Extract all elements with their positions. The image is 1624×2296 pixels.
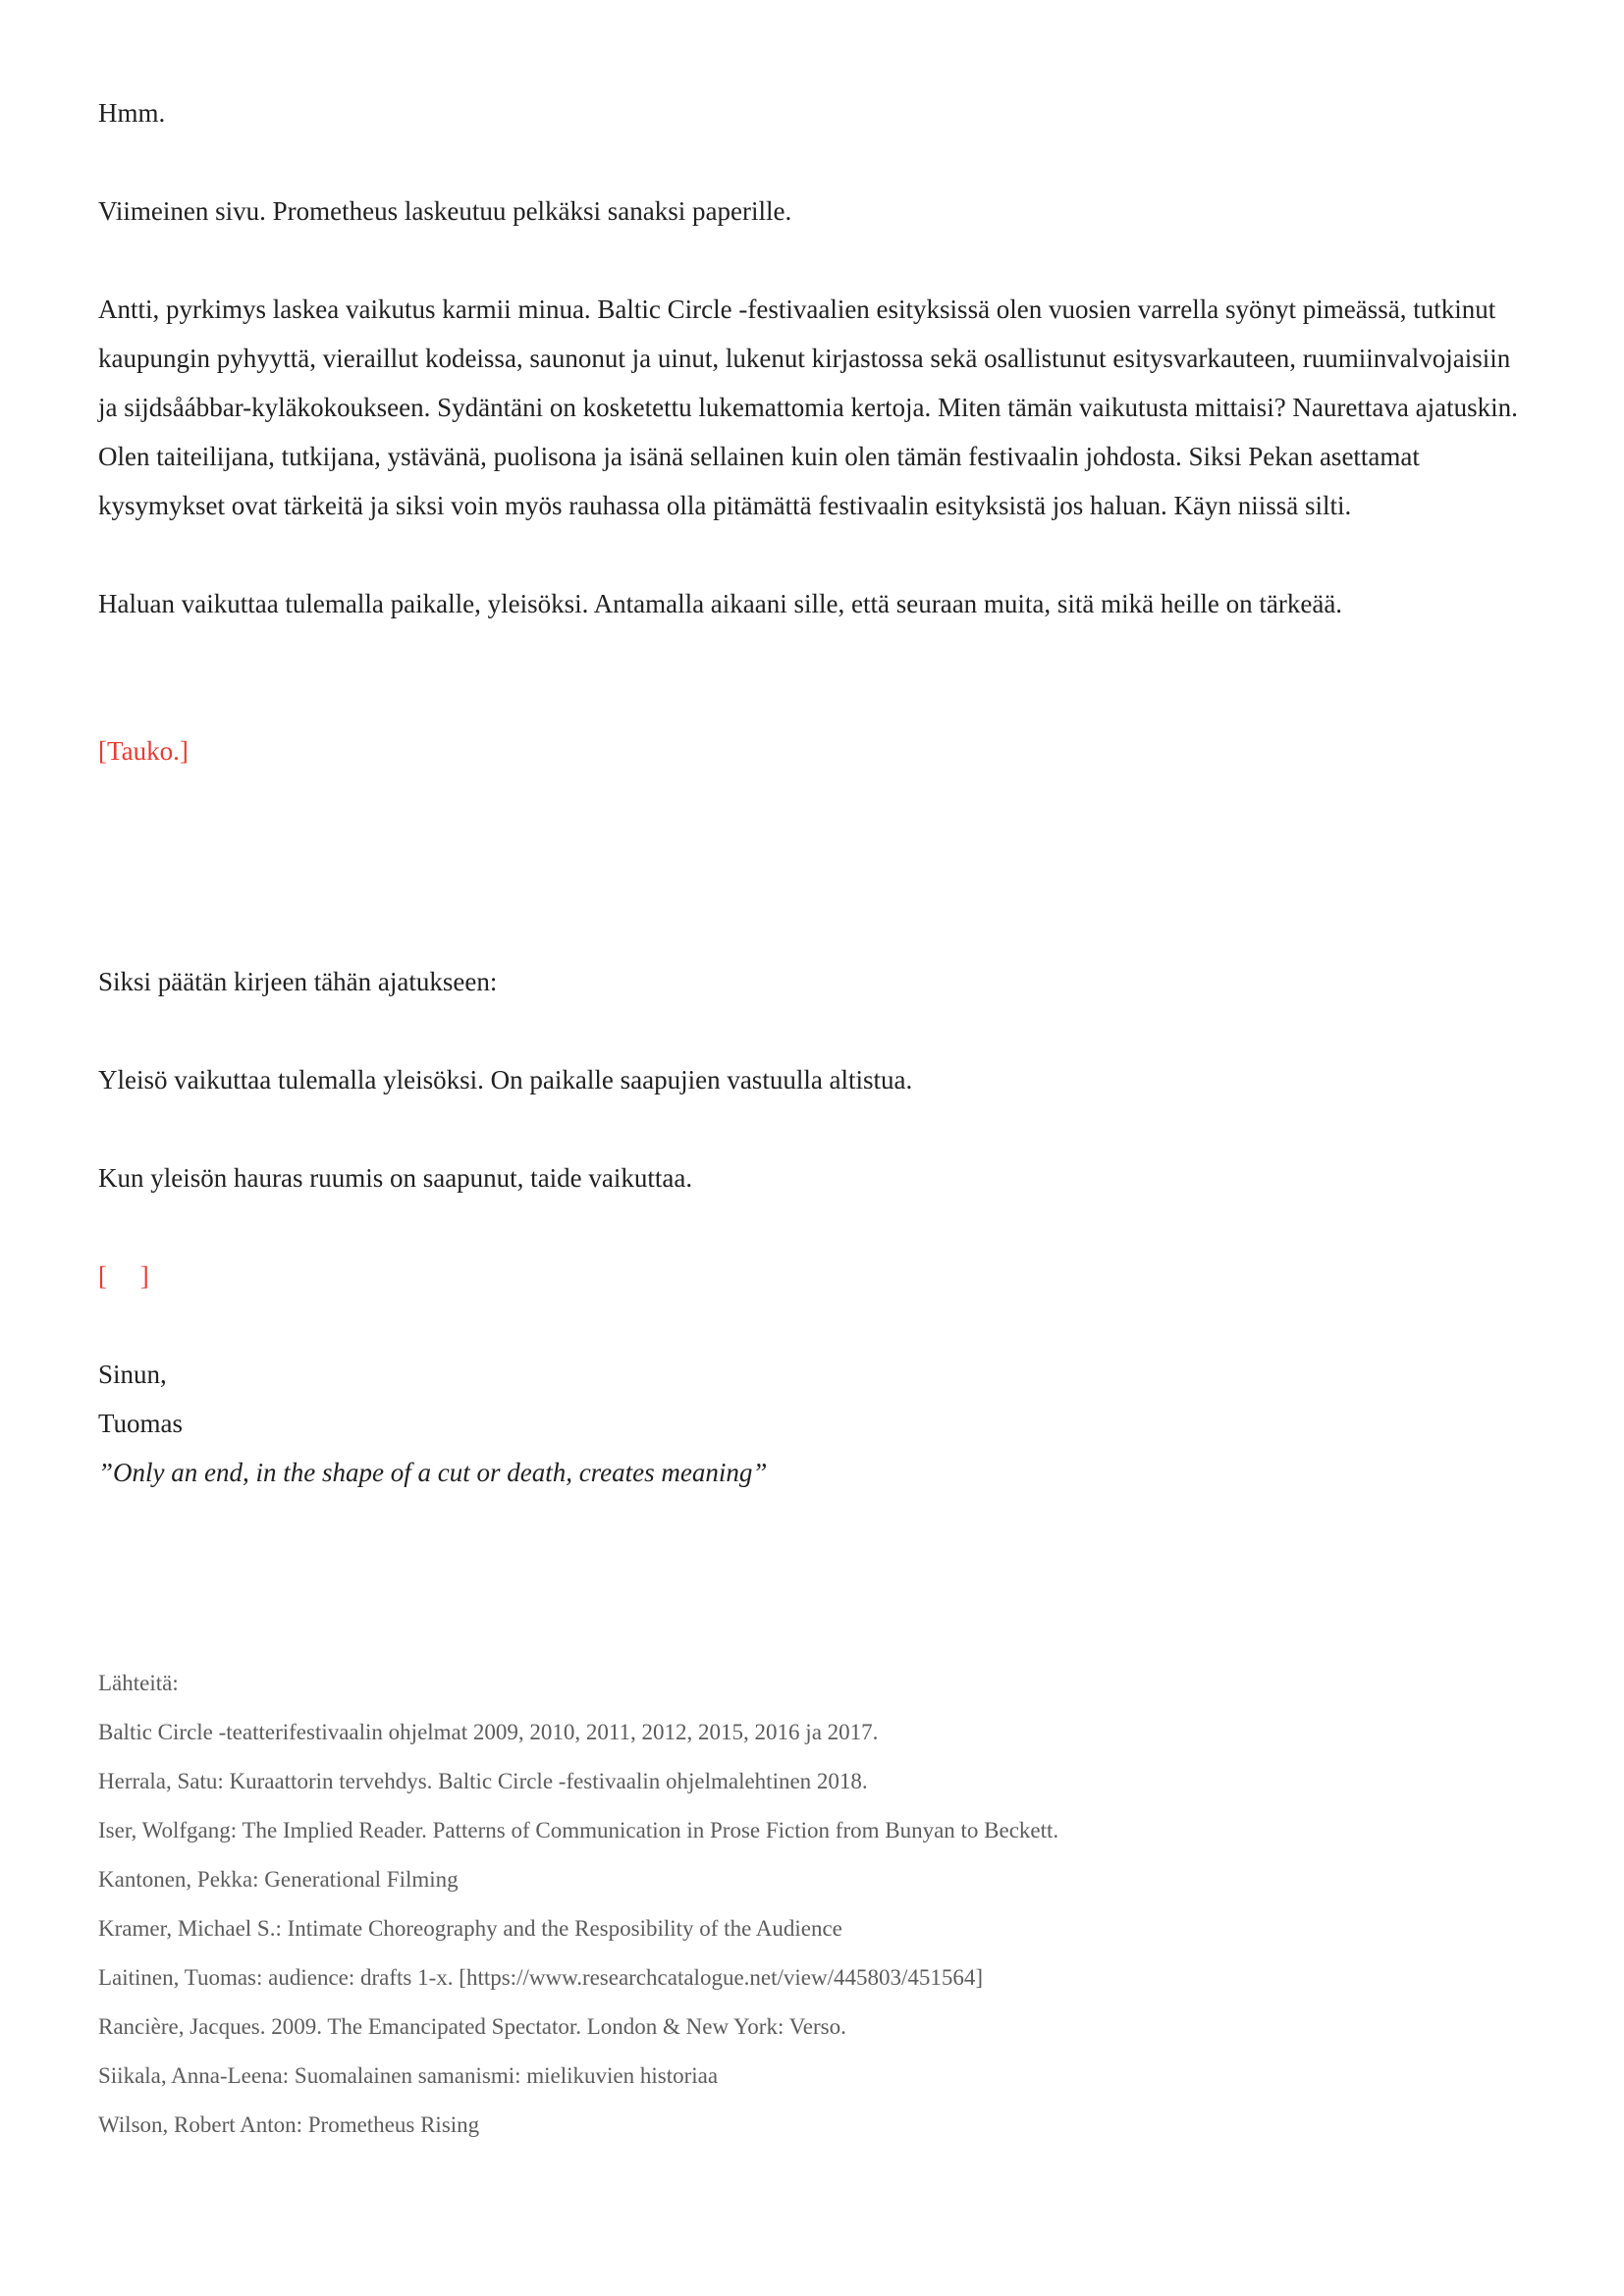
paragraph-closing-final: Kun yleisön hauras ruumis on saapunut, taide vaikuttaa. [98,1163,693,1193]
signature-block [98,1350,1526,1497]
signature-name: Tuomas [98,1409,184,1438]
reference-item: Kantonen, Pekka: Generational Filming [98,1867,459,1892]
signature-salutation: Sinun, [98,1360,167,1389]
pause-marker: [Tauko.] [98,736,189,766]
reference-item: Siikala, Anna-Leena: Suomalainen samanismi: mielikuvien historiaa [98,2063,719,2088]
paragraph-influence: Haluan vaikuttaa tulemalla paikalle, yleisöksi. Antamalla aikaani sille, että seuraan muita, sitä mikä heille on tärkeää. [98,589,1343,618]
paragraph-last-page: Viimeinen sivu. Prometheus laskeutuu pelkäksi sanaksi paperille. [98,196,792,226]
reference-item: Iser, Wolfgang: The Implied Reader. Patterns of Communication in Prose Fiction from Bunyan to Beckett. [98,1818,1059,1842]
paragraph-closing-intro: Siksi päätän kirjeen tähän ajatukseen: [98,967,498,996]
signature-quote: ”Only an end, in the shape of a cut or death, creates meaning” [98,1458,768,1487]
references-section [98,1659,1526,2150]
reference-item: Wilson, Robert Anton: Prometheus Rising [98,2112,480,2137]
reference-item: Kramer, Michael S.: Intimate Choreography and the Resposibility of the Audience [98,1916,842,1941]
reference-item: Laitinen, Tuomas: audience: drafts 1-x. [https://www.researchcatalogue.net/view/445803/451564] [98,1965,984,1990]
paragraph-hmm: Hmm. [98,98,166,128]
reference-item: Rancière, Jacques. 2009. The Emancipated Spectator. London & New York: Verso. [98,2014,846,2039]
paragraph-closing-statement: Yleisö vaikuttaa tulemalla yleisöksi. On paikalle saapujien vastuulla altistua. [98,1065,913,1095]
reference-item: Baltic Circle -teatterifestivaalin ohjelmat 2009, 2010, 2011, 2012, 2015, 2016 ja 2017. [98,1720,879,1744]
reference-item: Herrala, Satu: Kuraattorin tervehdys. Baltic Circle -festivaalin ohjelmalehtinen 2018. [98,1769,868,1793]
references-heading: Lähteitä: [98,1671,179,1695]
empty-bracket-marker: [ ] [98,1261,149,1291]
paragraph-main-reflection: Antti, pyrkimys laskea vaikutus karmii minua. Baltic Circle -festivaalien esityksissä olen vuosien varrella syönyt pimeässä, tutkinut kaupungin pyhyyttä, vieraillut kodeissa, saunonut ja uinut, lukenut kirjastossa sekä osallistunut esitysvarkauteen, ruumiinvalvojaisiin ja sijdsåábbar-kyläkokoukseen. Sydäntäni on kosketettu lukemattomia kertoja. Miten tämän vaikutusta mittaisi? Naurettava ajatuskin. Olen taiteilijana, tutkijana, ystävänä, puolisona ja isänä sellainen kuin olen tämän festivaalin johdosta. Siksi Pekan asettamat kysymykset ovat tärkeitä ja siksi voin myös rauhassa olla pitämättä festivaalin esityksistä jos haluan. Käyn niissä silti. [98,294,1518,520]
